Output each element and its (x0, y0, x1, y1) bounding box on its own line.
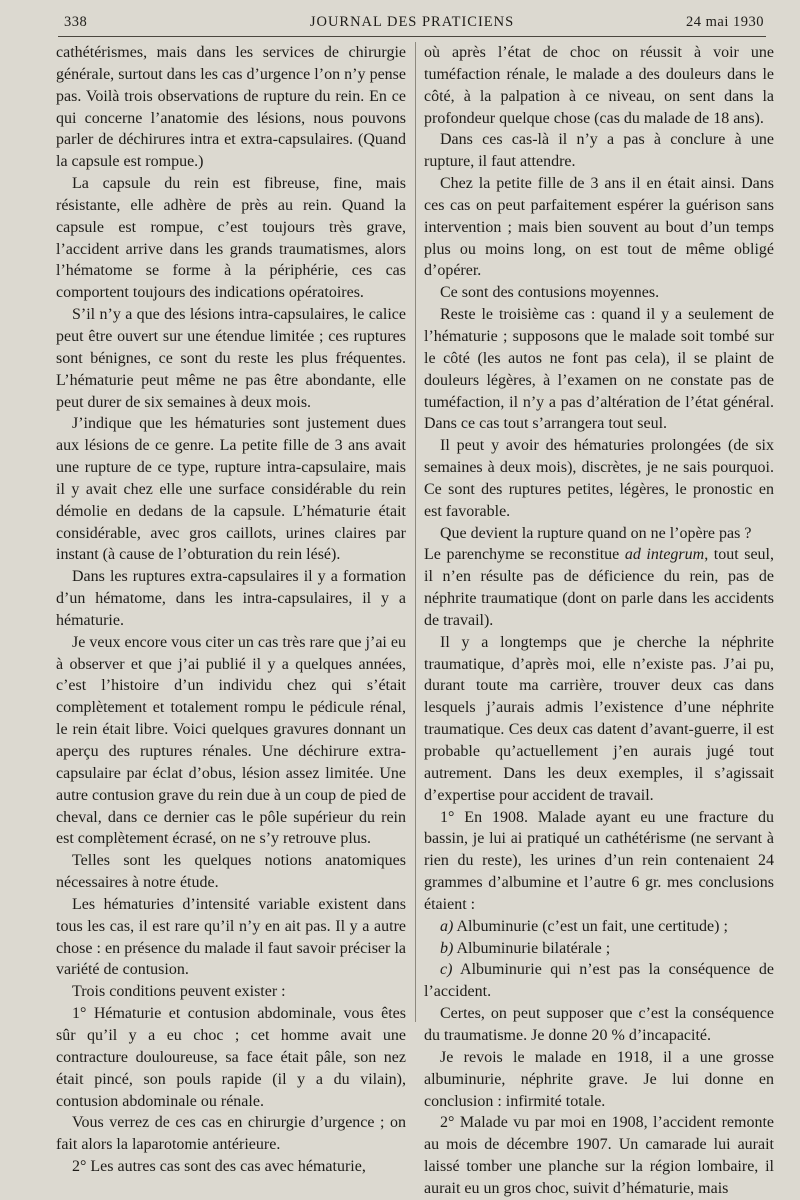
list-item (424, 959, 774, 1003)
paragraph: Reste le troisième cas : quand il y a seulement de l’hématurie ; supposons que le malade soit tombé sur le côté (les autos ne font pas cela), il se plaint de douleurs légères, à l’examen on ne constate pas de tuméfaction, il n’y a pas d’altération de l’état général. Dans ce cas tout s’arrangera tout seul. (424, 306, 774, 433)
list-text: Albuminurie qui n’est pas la conséquence de l’accident. (424, 961, 774, 1001)
paragraph: Telles sont les quelques notions anatomiques nécessaires à notre étude. (56, 852, 406, 892)
paragraph: où après l’état de choc on réussit à voir une tuméfaction rénale, le malade a des douleurs dans le côté, à la palpation à ce niveau, on sent dans la profondeur quelque chose (cas du malade de 18 ans). (424, 44, 774, 127)
paragraph: J’indique que les hématuries sont justement dues aux lésions de ce genre. La petite fille de 3 ans avait une rupture de ce type, rupture intra-capsulaire, mais il y avait chez elle une surface considérable du rein démolie en dedans de la capsule. L’hématurie était considérable, avec gros caillots, urines claires par instant (à cause de l’obturation du rein lésé). (56, 415, 406, 564)
paragraph: 2° Malade vu par moi en 1908, l’accident remonte au mois de décembre 1907. Un camarade lui aurait laissé tomber une planche sur la région lombaire, il aurait eu un gros choc, suivit d’hématurie, mais (424, 1114, 774, 1197)
paragraph: Ce sont des contusions moyennes. (440, 284, 660, 302)
paragraph: Trois conditions peuvent exister : (72, 983, 286, 1001)
paragraph: 1° Hématurie et contusion abdominale, vous êtes sûr qu’il y a eu choc ; cet homme avait une contracture douloureuse, sa face était pâle, son nez était pincé, son pouls rapide (il y a du vilain), contusion abdominale ou rénale. (56, 1005, 406, 1110)
paragraph: 1° En 1908. Malade ayant eu une fracture du bassin, je lui ai pratiqué un cathétérisme (ne servant à rien du reste), les urines d’un rein contenaient 24 grammes d’albumine et l’autre 6 gr. mes conclusions étaient : (424, 808, 774, 913)
running-header (60, 14, 764, 38)
italic-phrase: ad integrum (624, 546, 705, 564)
text-run: , tout seul, il n’en résulte pas de déficience du rein, pas de néphrite traumatique (dont on parle dans les accidents de travail). (424, 546, 775, 629)
paragraph: Que devient la rupture quand on ne l’opère pas ? (440, 524, 752, 542)
paragraph: Chez la petite fille de 3 ans il en était ainsi. Dans ces cas on peut parfaitement espérer la guérison sans intervention ; mais bien souvent au bout d’un temps plus ou moins long, on est tout de même obligé d’opérer. (424, 175, 774, 280)
right-column (424, 42, 775, 1197)
journal-title: JOURNAL DES PRATICIENS (309, 14, 515, 30)
paragraph: cathétérismes, mais dans les services de chirurgie générale, surtout dans les cas d’urgence l’on n’y pense pas. Voilà trois observations de rupture du rein. En ce qui concerne l’anatomie des lésions, nous pouvons parler de déchirures intra et extra-capsulaires. (Quand la capsule est rompue.) (56, 44, 406, 171)
paragraph: La capsule du rein est fibreuse, fine, mais résistante, elle adhère de près au rein. Quand la capsule est rompue, c’est toujours très grave, l’accident arrive dans les grands traumatismes, alors l’hématome se forme à la périphérie, ces cas comportent toujours des indications opératoires. (56, 175, 406, 302)
paragraph: Dans les ruptures extra-capsulaires il y a formation d’un hématome, dans les intra-capsulaires, il y a hématurie. (56, 568, 406, 629)
header-rule (58, 36, 766, 37)
issue-date: 24 mai 1930 (686, 14, 764, 30)
list-letter: a) (440, 917, 454, 935)
list-letter: c) (440, 961, 453, 979)
paragraph: Certes, on peut supposer que c’est la conséquence du traumatisme. Je donne 20 % d’incapacité. (424, 1005, 774, 1044)
list-item (424, 938, 774, 960)
list-letter: b) (440, 939, 454, 957)
paragraph: Il peut y avoir des hématuries prolongées (de six semaines à deux mois), discrètes, je ne sais pourquoi. Ce sont des ruptures petites, légères, le pronostic en est favorable. (424, 437, 774, 520)
column-divider (415, 42, 416, 1022)
list-item (424, 916, 774, 938)
paragraph: Il y a longtemps que je cherche la néphrite traumatique, d’après moi, elle n’existe pas. J’ai pu, durant toute ma carrière, trouver deux cas dans lesquels j’aurais admis l’existence d’une néphrite traumatique. Ces deux cas datent d’avant-guerre, il est probable qu’actuellement j’en aurais jugé tout autrement. Dans les deux exemples, il s’agissait d’expertise pour accident de travail. (424, 633, 774, 804)
paragraph (424, 544, 774, 631)
paragraph: Les hématuries d’intensité variable existent dans tous les cas, il est rare qu’il n’y en ait pas. Il y a autre chose : en présence du malade il faut savoir préciser la variété de contusion. (56, 895, 406, 979)
paragraph: Je revois le malade en 1918, il a une grosse albuminurie, néphrite grave. Je lui donne en conclusion : infirmité totale. (424, 1048, 774, 1110)
list-text: Albuminurie bilatérale ; (453, 939, 611, 957)
list-text: Albuminurie (c’est un fait, une certitude) ; (453, 917, 728, 935)
paragraph: Je veux encore vous citer un cas très rare que j’ai eu à observer et que j’ai publié il y a quelques années, c’est l’histoire d’un individu chez qui s’était complètement et totalement rompu le pédicule rénal, le rein était libre. Voici quelques gravures donnant un aperçu des ruptures rénales. Une déchirure extra-capsulaire par éclat d’obus, lésion assez limitée. Une autre contusion grave du rein due à un coup de pied de cheval, dans ce dernier cas le pôle supérieur du rein est complètement écrasé, on ne s’y retrouve plus. (56, 633, 406, 848)
text-run: Le parenchyme se reconstitue (424, 546, 625, 564)
paragraph: 2° Les autres cas sont des cas avec hématurie, (72, 1158, 366, 1176)
paragraph: S’il n’y a que des lésions intra-capsulaires, le calice peut être ouvert sur une étendue limitée ; ces ruptures sont bénignes, ce sont du reste les plus fréquentes. L’hématurie peut même ne pas être abondante, elle peut durer de six semaines à deux mois. (56, 306, 406, 411)
left-column (56, 42, 406, 1176)
paragraph: Vous verrez de ces cas en chirurgie d’urgence ; on fait alors la laparotomie antérieure. (56, 1114, 406, 1154)
page-number: 338 (64, 14, 88, 30)
paragraph: Dans ces cas-là il n’y a pas à conclure à une rupture, il faut attendre. (424, 131, 774, 171)
